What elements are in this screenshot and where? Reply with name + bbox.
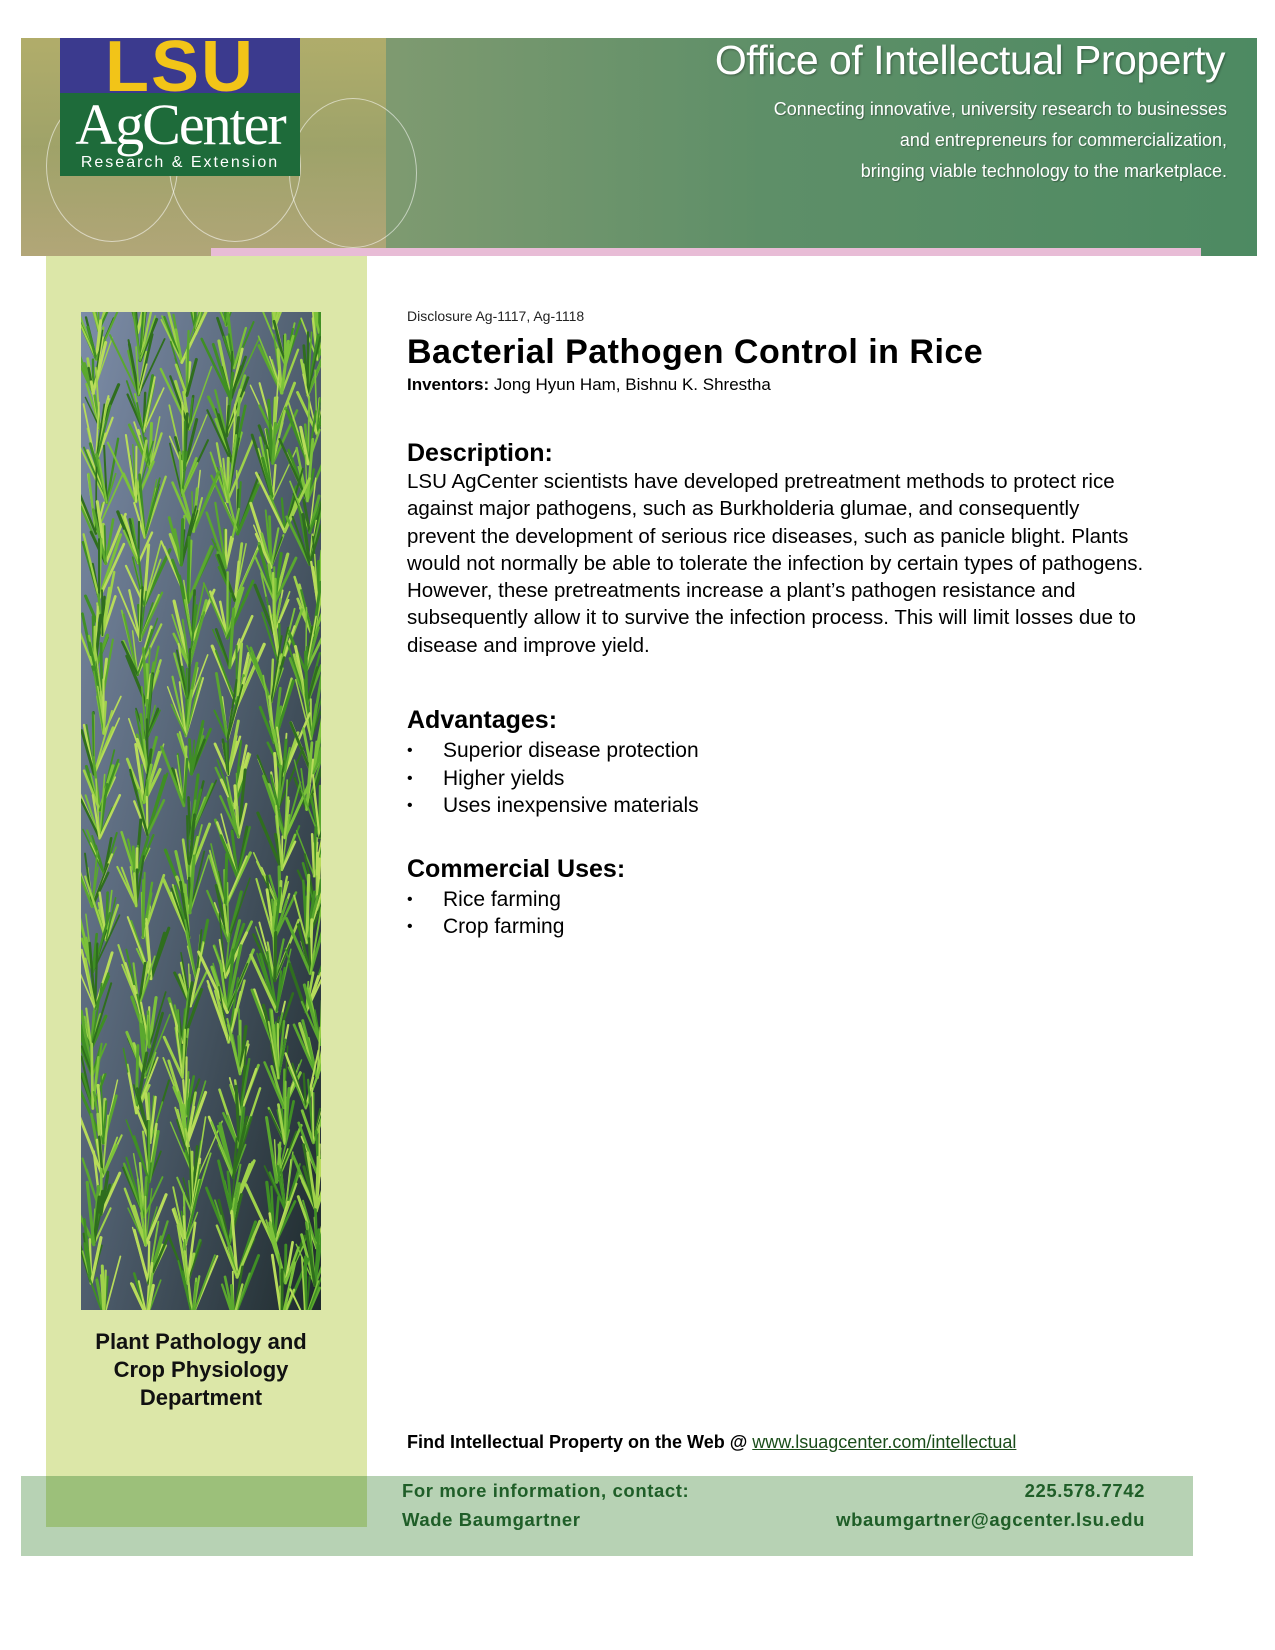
rice-leaf bbox=[232, 1286, 234, 1311]
office-title: Office of Intellectual Property bbox=[714, 38, 1225, 83]
rice-plants-image bbox=[81, 312, 321, 1310]
contact-name: Wade Baumgartner bbox=[402, 1509, 581, 1530]
main-content bbox=[407, 306, 1147, 941]
rice-field-photo bbox=[81, 312, 321, 1310]
rice-leaf bbox=[313, 843, 314, 876]
rice-leaf bbox=[102, 590, 103, 635]
header-accent-strip bbox=[211, 248, 1201, 256]
logo-agcenter: AgCenter bbox=[75, 92, 285, 157]
inventors-names: Jong Hyun Ham, Bishnu K. Shrestha bbox=[493, 375, 771, 394]
tagline-line-2: and entrepreneurs for commercialization, bbox=[899, 130, 1227, 150]
department-line-3: Department bbox=[139, 1385, 263, 1410]
rice-leaf bbox=[181, 520, 182, 565]
tagline bbox=[774, 94, 1227, 187]
department-line-2: Crop Physiology bbox=[113, 1357, 289, 1382]
inventors-line bbox=[407, 374, 1147, 396]
rice-leaf bbox=[309, 938, 310, 973]
find-ip-line bbox=[407, 1430, 1016, 1454]
description-text: LSU AgCenter scientists have developed pretreatment methods to protect rice against major pathogens, such as Burkholderia glumae, and consequently prevent the development of serious rice diseases, such as panicle blight. Plants would not normally be able to tolerate the infection by certain types of pathogens. However, these pretreatments increase a plant’s pathogen resistance and subsequently allow it to survive the infection process. This will limit losses due to disease and improve yield. bbox=[407, 470, 1144, 657]
inventors-label: Inventors: bbox=[407, 375, 490, 394]
rice-leaf bbox=[225, 854, 227, 907]
department-line-1: Plant Pathology and bbox=[95, 1329, 307, 1354]
rice-leaf bbox=[188, 537, 189, 602]
page-title: Bacterial Pathogen Control in Rice bbox=[407, 333, 984, 371]
footer-sidebar-block bbox=[46, 1476, 367, 1527]
rice-leaf bbox=[136, 1046, 138, 1114]
tagline-line-1: Connecting innovative, university research to businesses bbox=[773, 99, 1227, 119]
rice-leaf bbox=[285, 1082, 286, 1144]
decorative-circle bbox=[289, 98, 417, 248]
logo-agcenter-block bbox=[60, 93, 300, 176]
lsu-agcenter-logo bbox=[60, 38, 300, 176]
rice-leaf bbox=[189, 797, 191, 838]
rice-leaf bbox=[284, 1070, 285, 1108]
intellectual-property-link[interactable]: www.lsuagcenter.com/intellectual bbox=[752, 1432, 1017, 1452]
disclosure-number: Disclosure Ag-1117, Ag-1118 bbox=[407, 308, 585, 324]
tagline-line-3: bringing viable technology to the marketplace. bbox=[860, 161, 1227, 181]
list-item: • Rice farming bbox=[407, 886, 1147, 914]
contact-phone: 225.578.7742 bbox=[1024, 1480, 1145, 1501]
department-name bbox=[46, 1328, 356, 1412]
list-item: • Uses inexpensive materials bbox=[407, 792, 1147, 820]
commercial-uses-heading: Commercial Uses: bbox=[407, 854, 626, 883]
contact-details bbox=[836, 1476, 1145, 1534]
list-item: • Crop farming bbox=[407, 913, 1147, 941]
logo-lsu: LSU bbox=[60, 38, 300, 93]
advantages-list bbox=[407, 737, 1147, 820]
header-banner bbox=[21, 38, 1257, 256]
contact-info bbox=[402, 1476, 689, 1534]
commercial-uses-list bbox=[407, 886, 1147, 941]
rice-leaf bbox=[92, 1044, 93, 1109]
contact-label: For more information, contact: bbox=[402, 1480, 690, 1501]
logo-research-extension: Research & Extension bbox=[80, 154, 280, 171]
list-item: • Higher yields bbox=[407, 765, 1147, 793]
description-heading: Description: bbox=[407, 439, 553, 467]
rice-leaf bbox=[190, 740, 192, 774]
rice-leaf bbox=[275, 933, 276, 981]
list-item: • Superior disease protection bbox=[407, 737, 1147, 765]
advantages-heading: Advantages: bbox=[407, 706, 558, 735]
contact-email[interactable]: wbaumgartner@agcenter.lsu.edu bbox=[836, 1509, 1145, 1530]
find-ip-text: Find Intellectual Property on the Web @ bbox=[407, 1432, 753, 1452]
